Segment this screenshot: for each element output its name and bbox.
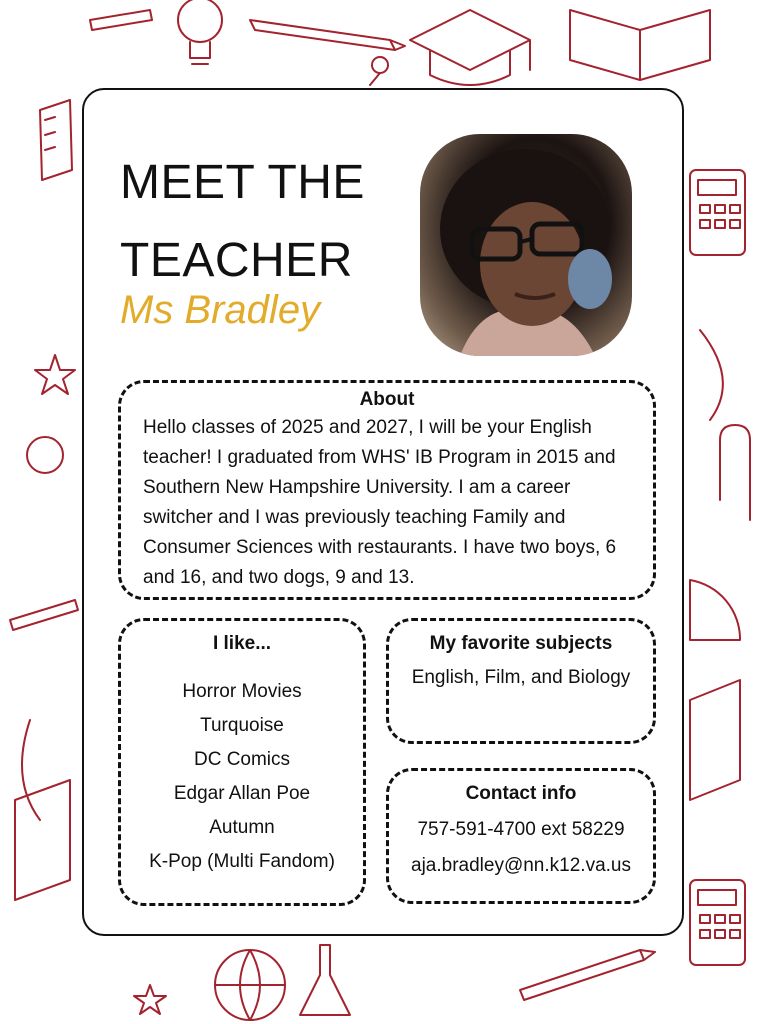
pencil-icon xyxy=(520,950,655,1000)
list-item: DC Comics xyxy=(193,749,291,770)
subjects-text: English, Film, and Biology xyxy=(411,667,631,688)
globe-icon xyxy=(215,950,285,1020)
teacher-card xyxy=(82,88,684,936)
ruler-icon xyxy=(40,100,72,180)
likes-section xyxy=(118,618,366,906)
teacher-photo xyxy=(420,134,632,356)
about-heading: About xyxy=(359,389,415,410)
pencil-icon xyxy=(10,600,78,630)
about-section xyxy=(118,380,656,600)
calculator-icon xyxy=(690,170,745,255)
list-item: K-Pop (Multi Fandom) xyxy=(149,851,335,872)
flask-icon xyxy=(300,945,350,1015)
book-icon xyxy=(690,680,740,800)
list-item: Autumn xyxy=(209,817,275,838)
likes-heading: I like... xyxy=(212,633,272,654)
lightbulb-icon xyxy=(178,0,222,64)
likes-list xyxy=(121,677,363,877)
graduation-cap-icon xyxy=(410,10,530,85)
contact-section xyxy=(386,768,656,904)
portrait-illustration xyxy=(420,134,632,356)
pushpin-icon xyxy=(370,57,388,85)
book-icon xyxy=(15,780,70,900)
list-item: Turquoise xyxy=(200,715,284,736)
teacher-name: Ms Bradley xyxy=(120,288,321,332)
subjects-heading: My favorite subjects xyxy=(429,633,613,654)
star-icon xyxy=(35,355,75,394)
contact-phone: 757-591-4700 ext 58229 xyxy=(417,819,625,840)
calculator-icon xyxy=(690,880,745,965)
title-line-2: TEACHER xyxy=(120,234,353,287)
about-text: Hello classes of 2025 and 2027, I will be your English teacher! I graduated from WHS' IB Program in 2015 and Southern New Hampshire University. I am a career switcher and I was previously teaching Family and Consumer Sciences with restaurants. I have two boys, 6 and 16, and two dogs, 9 and 13. xyxy=(143,417,617,588)
book-icon xyxy=(570,10,710,80)
pencil-icon xyxy=(90,10,152,30)
protractor-icon xyxy=(690,580,740,640)
list-item: Edgar Allan Poe xyxy=(173,783,311,804)
paperclip-icon xyxy=(720,425,750,520)
star-icon xyxy=(134,985,166,1014)
page-title xyxy=(120,144,420,300)
list-item: Horror Movies xyxy=(182,681,302,702)
pencil-icon xyxy=(250,20,405,50)
favorite-subjects-section xyxy=(386,618,656,744)
contact-email[interactable]: aja.bradley@nn.k12.va.us xyxy=(411,855,631,876)
title-line-1: MEET THE xyxy=(120,156,365,209)
contact-heading: Contact info xyxy=(465,783,577,804)
